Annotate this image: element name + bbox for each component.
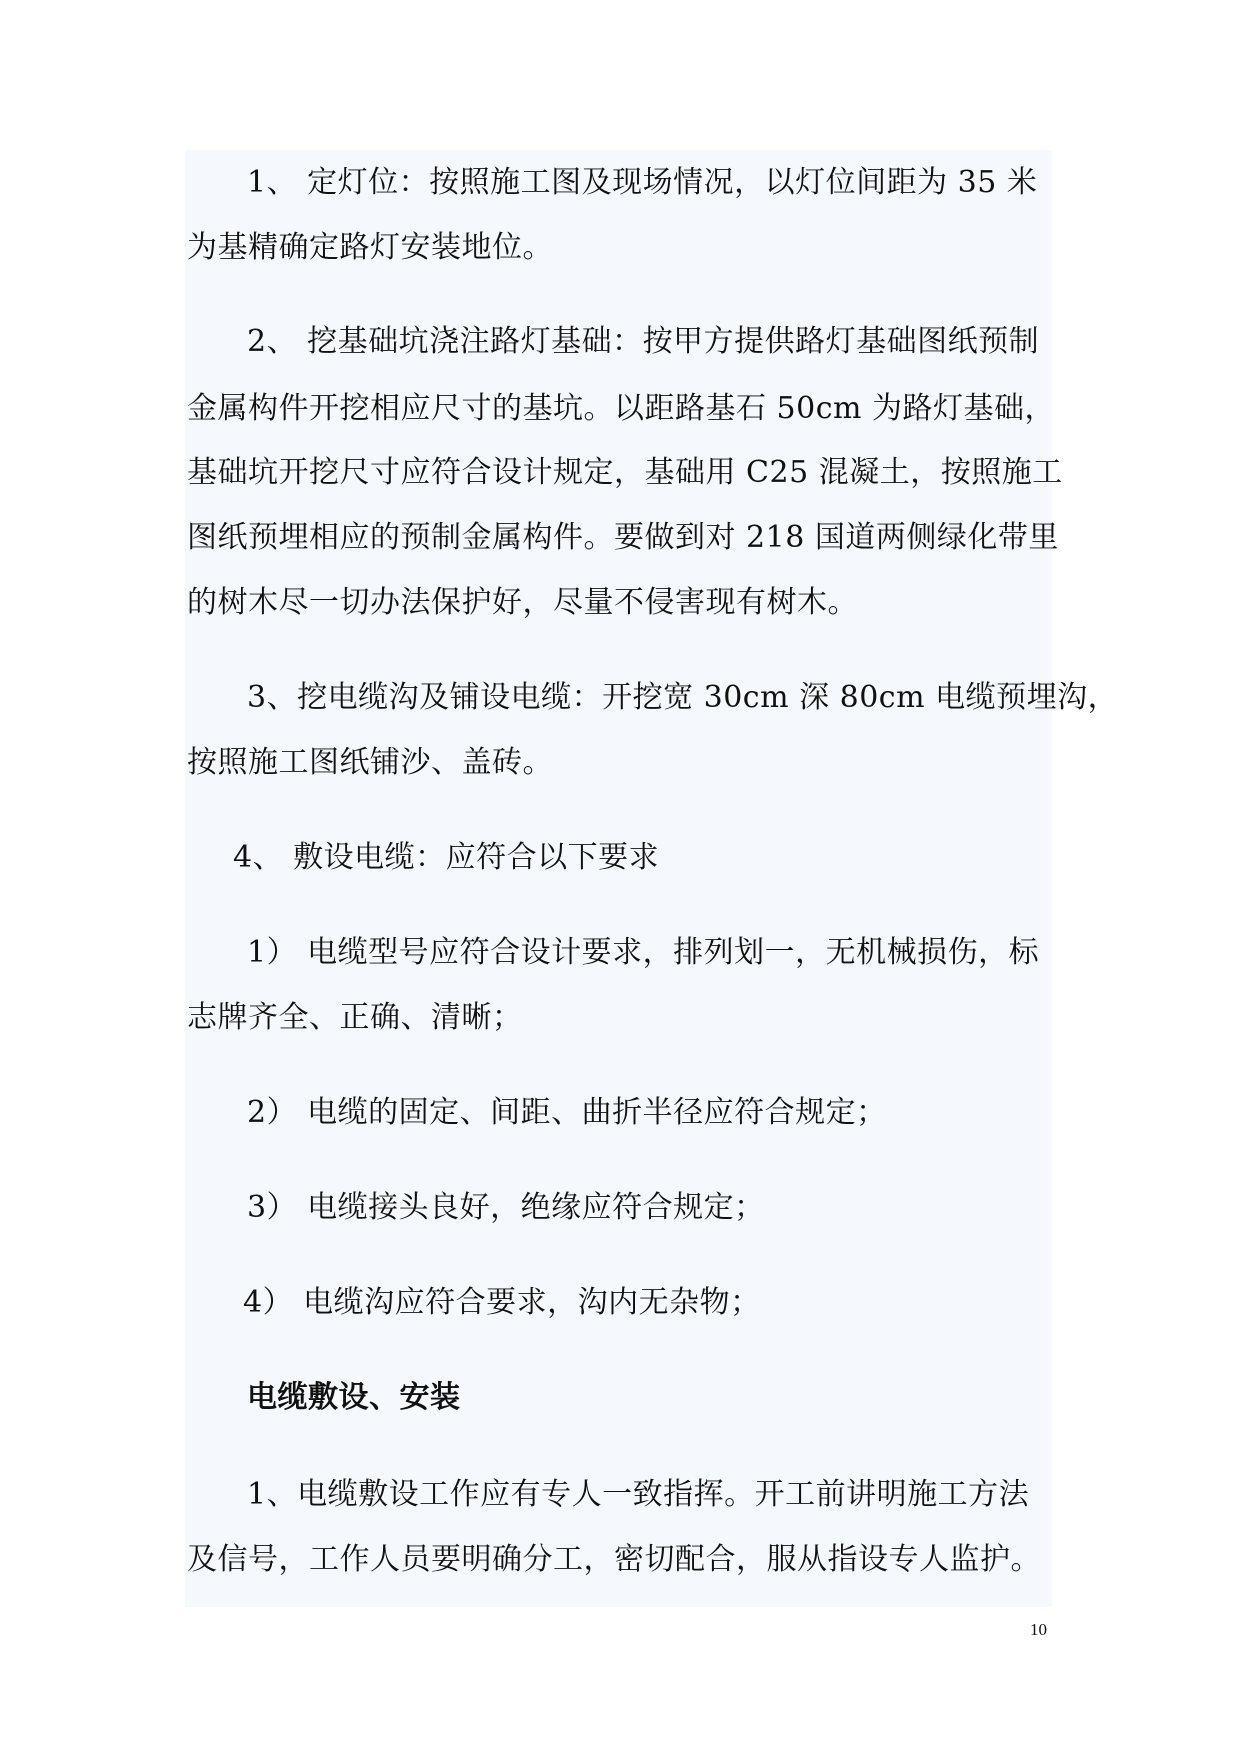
para-2-line-2: 金属构件开挖相应尺寸的基坑。以距路基石 50cm 为路灯基础， [187,391,1055,426]
page-number: 10 [1030,1620,1047,1639]
para-2-line-1: 2、 挖基础坑浇注路灯基础：按甲方提供路灯基础图纸预制 [247,324,1040,359]
para-2-line-5: 的树木尽一切办法保护好，尽量不侵害现有树木。 [187,585,858,620]
final-para-line-1: 1、电缆敷设工作应有专人一致指挥。开工前讲明施工方法 [247,1477,1030,1512]
item-1-line-2: 志牌齐全、正确、清晰； [187,1000,523,1035]
para-1-line-2: 为基精确定路灯安装地位。 [187,230,553,265]
item-1-line-1: 1） 电缆型号应符合设计要求，排列划一，无机械损伤，标 [247,935,1040,970]
para-3-line-2: 按照施工图纸铺沙、盖砖。 [187,745,553,780]
final-para-line-2: 及信号，工作人员要明确分工，密切配合，服从指设专人监护。 [187,1542,1041,1577]
para-3-line-1: 3、挖电缆沟及铺设电缆：开挖宽 30cm 深 80cm 电缆预埋沟， [247,680,1119,715]
item-3-line-1: 3） 电缆接头良好，绝缘应符合规定； [247,1190,765,1225]
item-2-line-1: 2） 电缆的固定、间距、曲折半径应符合规定； [247,1095,887,1130]
para-2-line-3: 基础坑开挖尺寸应符合设计规定，基础用 C25 混凝土，按照施工 [187,455,1063,490]
item-4-line-1: 4） 电缆沟应符合要求，沟内无杂物； [243,1285,761,1320]
section-heading: 电缆敷设、安装 [247,1380,461,1415]
para-4-line-1: 4、 敷设电缆：应符合以下要求 [233,840,660,875]
para-2-line-4: 图纸预埋相应的预制金属构件。要做到对 218 国道两侧绿化带里 [187,520,1059,555]
para-1-line-1: 1、 定灯位：按照施工图及现场情况，以灯位间距为 35 米 [247,165,1038,200]
